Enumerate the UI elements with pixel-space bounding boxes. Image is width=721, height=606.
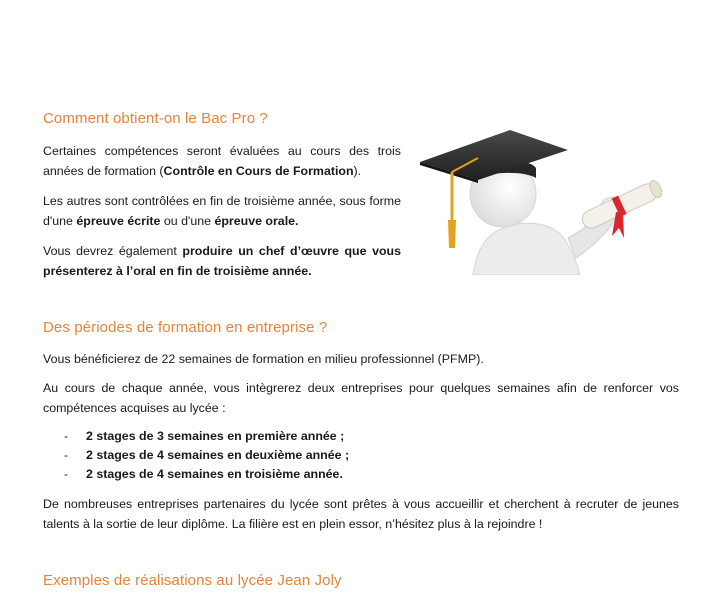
paragraph-controle: Les autres sont contrôlées en fin de troisième année, sous forme d'une épreuve écrite ou d'une épreuve orale. (43, 194, 401, 228)
section-title-exemples: Exemples de réalisations au lycée Jean Joly (43, 572, 342, 589)
section-periodes-body (43, 349, 679, 543)
list-item: - 2 stages de 4 semaines en troisième année. (64, 467, 343, 481)
list-item: - 2 stages de 4 semaines en deuxième année ; (64, 448, 350, 462)
list-item: - 2 stages de 3 semaines en première année ; (64, 429, 345, 443)
epreuve-orale-term: épreuve orale. (214, 214, 299, 228)
paragraph-pfmp: Vous bénéficierez de 22 semaines de formation en milieu professionnel (PFMP). (43, 352, 484, 366)
epreuve-ecrite-term: épreuve écrite (76, 214, 161, 228)
ccf-term: Contrôle en Cours de Formation (163, 164, 354, 178)
paragraph-evaluation: Certaines compétences seront évaluées au cours des trois années de formation (Contrôle en Cours de Formation). (43, 144, 401, 178)
section-title-periodes-formation: Des périodes de formation en entreprise ? (43, 319, 328, 336)
stages-list (43, 427, 679, 484)
paragraph-partenaires: De nombreuses entreprises partenaires du lycée sont prêtes à vous accueillir et cherchent à recruter de jeunes talents à la sortie de leur diplôme. La filière est en plein essor, n’hésitez plus à la rejoindre ! (43, 497, 679, 531)
chef-oeuvre-term: produire un chef d’œuvre que vous présenterez à l’oral en fin de troisième année. (43, 244, 401, 278)
paragraph-entreprises: Au cours de chaque année, vous intègrerez deux entreprises pour quelques semaines afin de renforcer vos compétences acquises au lycée : (43, 381, 679, 415)
graduate-figure-icon (418, 120, 688, 275)
paragraph-chef-oeuvre: Vous devrez également produire un chef d’œuvre que vous présenterez à l’oral en fin de troisième année. (43, 244, 401, 278)
section-title-bac-pro: Comment obtient-on le Bac Pro ? (43, 110, 268, 127)
section-bac-pro-body (43, 141, 401, 291)
